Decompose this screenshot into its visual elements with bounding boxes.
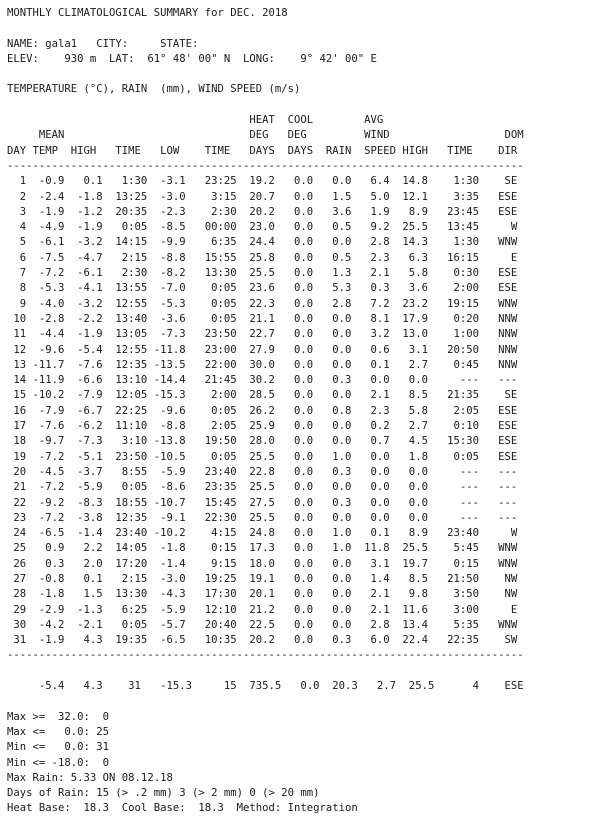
- column-header-line-3: DAY TEMP HIGH TIME LOW TIME DAYS DAYS RAIN SPEED HIGH TIME DIR: [7, 144, 518, 157]
- daily-row: 2 -2.4 -1.8 13:25 -3.0 3:15 20.7 0.0 1.5 5.0 12.1 3:35 ESE: [7, 190, 518, 203]
- daily-row: 11 -4.4 -1.9 13:05 -7.3 23:50 22.7 0.0 0.0 3.2 13.0 1:00 NNW: [7, 328, 518, 341]
- blank-line: [7, 694, 606, 709]
- daily-row: 3 -1.9 -1.2 20:35 -2.3 2:30 20.2 0.0 3.6 1.9 8.9 23:45 ESE: [7, 205, 518, 218]
- footer-max-rain: Max Rain: 5.33 ON 08.12.18: [7, 771, 173, 784]
- daily-row: 1 -0.9 0.1 1:30 -3.1 23:25 19.2 0.0 0.0 6.4 14.8 1:30 SE: [7, 175, 518, 188]
- daily-row: 10 -2.8 -2.2 13:40 -3.6 0:05 21.1 0.0 0.0 8.1 17.9 0:20 NNW: [7, 312, 518, 325]
- daily-row: 13 -11.7 -7.6 12:35 -13.5 22:00 30.0 0.0 0.0 0.1 2.7 0:45 NNW: [7, 358, 518, 371]
- summary-row: -5.4 4.3 31 -15.3 15 735.5 0.0 20.3 2.7 25.5 4 ESE: [7, 680, 524, 693]
- daily-row: 24 -6.5 -1.4 23:40 -10.2 4:15 24.8 0.0 1.0 0.1 8.9 23:40 W: [7, 527, 518, 540]
- footer-min-le-minus-18: Min <= -18.0: 0: [7, 756, 110, 769]
- blank-line: [7, 21, 606, 36]
- daily-row: 9 -4.0 -3.2 12:55 -5.3 0:05 22.3 0.0 2.8 7.2 23.2 19:15 WNW: [7, 297, 518, 310]
- blank-line: [7, 67, 606, 82]
- daily-row: 18 -9.7 -7.3 3:10 -13.8 19:50 28.0 0.0 0.0 0.7 4.5 15:30 ESE: [7, 435, 518, 448]
- footer-min-le-0: Min <= 0.0: 31: [7, 741, 110, 754]
- daily-row: 5 -6.1 -3.2 14:15 -9.9 6:35 24.4 0.0 0.0 2.8 14.3 1:30 WNW: [7, 236, 518, 249]
- units-line: TEMPERATURE (°C), RAIN (mm), WIND SPEED (m/s): [7, 83, 301, 96]
- station-name-line: NAME: gala1 CITY: STATE:: [7, 37, 199, 50]
- footer-max-ge-32: Max >= 32.0: 0: [7, 710, 110, 723]
- daily-row: 7 -7.2 -6.1 2:30 -8.2 13:30 25.5 0.0 1.3 2.1 5.8 0:30 ESE: [7, 267, 518, 280]
- daily-row: 30 -4.2 -2.1 0:05 -5.7 20:40 22.5 0.0 0.0 2.8 13.4 5:35 WNW: [7, 618, 518, 631]
- station-elevation-line: ELEV: 930 m LAT: 61° 48' 00" N LONG: 9° 42' 00" E: [7, 52, 377, 65]
- column-header-line-1: HEAT COOL AVG: [7, 114, 384, 127]
- daily-row: 17 -7.6 -6.2 11:10 -8.8 2:05 25.9 0.0 0.0 0.2 2.7 0:10 ESE: [7, 420, 518, 433]
- header-separator: ---------------------------------------------------------------------------------: [7, 159, 524, 172]
- daily-row: 29 -2.9 -1.3 6:25 -5.9 12:10 21.2 0.0 0.0 2.1 11.6 3:00 E: [7, 603, 518, 616]
- footer-max-le-0: Max <= 0.0: 25: [7, 725, 110, 738]
- daily-row: 26 0.3 2.0 17:20 -1.4 9:15 18.0 0.0 0.0 3.1 19.7 0:15 WNW: [7, 557, 518, 570]
- footer-base-method: Heat Base: 18.3 Cool Base: 18.3 Method: Integration: [7, 802, 358, 815]
- daily-row: 21 -7.2 -5.9 0:05 -8.6 23:35 25.5 0.0 0.0 0.0 0.0 --- ---: [7, 481, 518, 494]
- daily-row: 4 -4.9 -1.9 0:05 -8.5 00:00 23.0 0.0 0.5 9.2 25.5 13:45 W: [7, 221, 518, 234]
- blank-line: [7, 664, 606, 679]
- daily-row: 14 -11.9 -6.6 13:10 -14.4 21:45 30.2 0.0 0.3 0.0 0.0 --- ---: [7, 374, 518, 387]
- footer-days-of-rain: Days of Rain: 15 (> .2 mm) 3 (> 2 mm) 0 (> 20 mm): [7, 787, 320, 800]
- column-header-line-2: MEAN DEG DEG WIND DOM: [7, 129, 524, 142]
- daily-row: 20 -4.5 -3.7 8:55 -5.9 23:40 22.8 0.0 0.3 0.0 0.0 --- ---: [7, 465, 518, 478]
- daily-rows: [7, 174, 606, 648]
- daily-row: 22 -9.2 -8.3 18:55 -10.7 15:45 27.5 0.0 0.3 0.0 0.0 --- ---: [7, 496, 518, 509]
- summary-separator: ---------------------------------------------------------------------------------: [7, 649, 524, 662]
- daily-row: 6 -7.5 -4.7 2:15 -8.8 15:55 25.8 0.0 0.5 2.3 6.3 16:15 E: [7, 251, 518, 264]
- daily-row: 16 -7.9 -6.7 22:25 -9.6 0:05 26.2 0.0 0.8 2.3 5.8 2:05 ESE: [7, 404, 518, 417]
- daily-row: 27 -0.8 0.1 2:15 -3.0 19:25 19.1 0.0 0.0 1.4 8.5 21:50 NW: [7, 572, 518, 585]
- daily-row: 8 -5.3 -4.1 13:55 -7.0 0:05 23.6 0.0 5.3 0.3 3.6 2:00 ESE: [7, 282, 518, 295]
- daily-row: 31 -1.9 4.3 19:35 -6.5 10:35 20.2 0.0 0.3 6.0 22.4 22:35 SW: [7, 634, 518, 647]
- daily-row: 15 -10.2 -7.9 12:05 -15.3 2:00 28.5 0.0 0.0 2.1 8.5 21:35 SE: [7, 389, 518, 402]
- report-title: MONTHLY CLIMATOLOGICAL SUMMARY for DEC. 2018: [7, 7, 288, 19]
- daily-row: 23 -7.2 -3.8 12:35 -9.1 22:30 25.5 0.0 0.0 0.0 0.0 --- ---: [7, 511, 518, 524]
- blank-line: [7, 98, 606, 113]
- daily-row: 25 0.9 2.2 14:05 -1.8 0:15 17.3 0.0 1.0 11.8 25.5 5:45 WNW: [7, 542, 518, 555]
- daily-row: 28 -1.8 1.5 13:30 -4.3 17:30 20.1 0.0 0.0 2.1 9.8 3:50 NW: [7, 588, 518, 601]
- daily-row: 12 -9.6 -5.4 12:55 -11.8 23:00 27.9 0.0 0.0 0.6 3.1 20:50 NNW: [7, 343, 518, 356]
- daily-row: 19 -7.2 -5.1 23:50 -10.5 0:05 25.5 0.0 1.0 0.0 1.8 0:05 ESE: [7, 450, 518, 463]
